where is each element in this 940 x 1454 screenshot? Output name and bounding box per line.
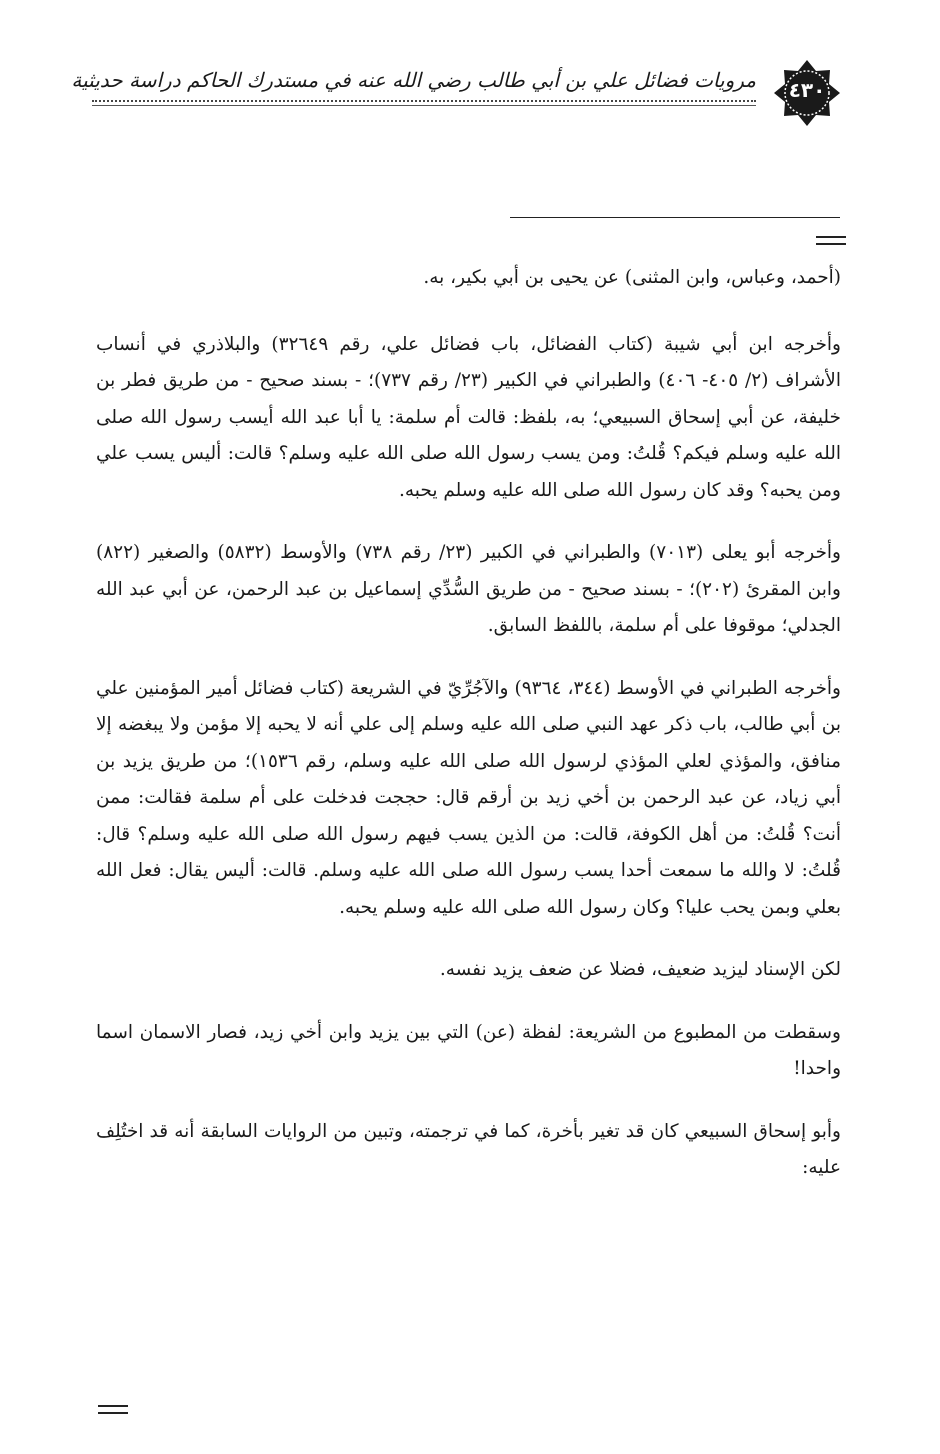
page-number-badge [772,58,842,128]
paragraph: وسقطت من المطبوع من الشريعة: لفظة (عن) التي بين يزيد وابن أخي زيد، فصار الاسمان اسما واحدا! [96,1021,841,1079]
continuation-mark-top [816,236,846,248]
header-rule [92,105,756,106]
paragraph: وأخرجه أبو يعلى (٧٠١٣) والطبراني في الكبير (٢٣/ رقم ٧٣٨) والأوسط (٥٨٣٢) والصغير (٨٢٢) وابن المقرئ (٢٠٢)؛ - بسند صحيح - من طريق السُّدِّي إسماعيل بن عبد الرحمن، عن أبي عبد الله الجدلي؛ موقوفا على أم سلمة، باللفظ السابق. [96,542,841,636]
running-header-title: مرويات فضائل علي بن أبي طالب رضي الله عنه في مستدرك الحاكم دراسة حديثية [71,68,756,92]
paragraph: وأخرجه الطبراني في الأوسط (٣٤٤، ٩٣٦٤) والآجُرِّيّ في الشريعة (كتاب فضائل أمير المؤمنين علي بن أبي طالب، باب ذكر عهد النبي صلى الله عليه وسلم إلى علي أنه لا يحبه إلا مؤمن ولا يبغضه إلا منافق، والمؤذي لعلي المؤذي لرسول الله صلى الله عليه وسلم، رقم ١٥٣٦)؛ من طريق يزيد بن أبي زياد، عن عبد الرحمن بن أخي زيد بن أرقم قال: حججت فدخلت على أم سلمة فقالت: ممن أنت؟ قُلتُ: من أهل الكوفة، قالت: من الذين يسب فيهم رسول الله صلى الله عليه وسلم؟ قال: قُلتُ: لا والله ما سمعت أحدا يسب رسول الله صلى الله عليه وسلم. قالت: أليس يقال: فعل الله بعلي وبمن يحب عليا؟ وكان رسول الله صلى الله عليه وسلم يحبه. [96,677,841,918]
paragraph: وأخرجه ابن أبي شيبة (كتاب الفضائل، باب فضائل علي، رقم ٣٢٦٤٩) والبلاذري في أنساب الأشراف (٢/ ٤٠٥- ٤٠٦) والطبراني في الكبير (٢٣/ رقم ٧٣٧)؛ - بسند صحيح - من طريق فطر بن خليفة، عن أبي إسحاق السبيعي؛ به، بلفظ: قالت أم سلمة: يا أبا عبد الله أيسب رسول الله صلى الله عليه وسلم فيكم؟ قُلتُ: ومن يسب رسول الله صلى الله عليه وسلم؟ قالت: أليس يسب علي ومن يحبه؟ وقد كان رسول الله صلى الله عليه وسلم يحبه. [96,333,841,501]
paragraph: لكن الإسناد ليزيد ضعيف، فضلا عن ضعف يزيد نفسه. [439,959,841,980]
paragraph: (أحمد، وعباس، وابن المثنى) عن يحيى بن أبي بكير، به. [423,267,841,288]
footnote-separator [510,217,840,218]
header-dotted-rule [92,100,756,102]
footnote-body [96,260,841,1213]
page-number: ٤٣٠ [788,78,826,102]
running-header [71,58,842,118]
paragraph: وأبو إسحاق السبيعي كان قد تغير بأخرة، كما في ترجمته، وتبين من الروايات السابقة أنه قد اختُلِف عليه: [96,1120,841,1178]
continuation-mark-bottom [98,1405,128,1417]
